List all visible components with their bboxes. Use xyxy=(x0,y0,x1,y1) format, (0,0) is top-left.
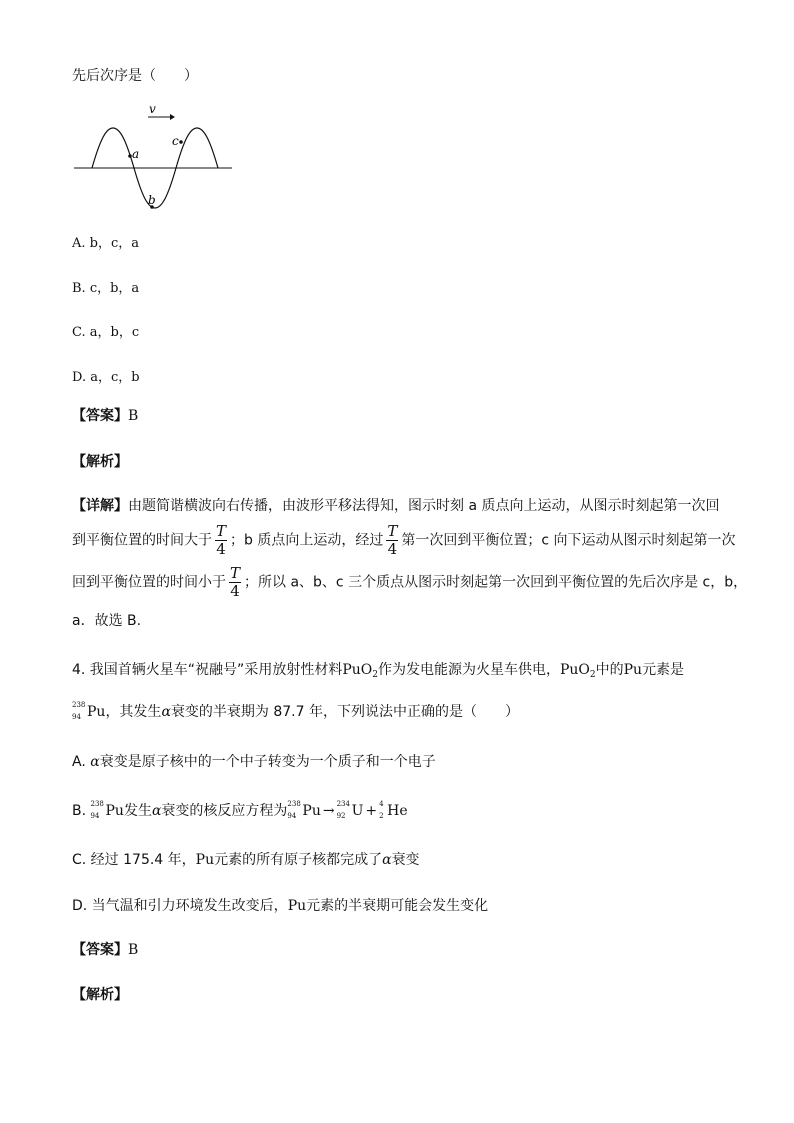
q3-option-b: B. c，b，a xyxy=(72,281,140,296)
reaction-arrow: → xyxy=(322,803,335,819)
fraction-t-over-4: $\frac{T}{4}$ xyxy=(230,564,241,600)
label-v: v xyxy=(149,102,156,116)
q3-detail-line4: a．故选 B. xyxy=(72,613,142,629)
q3-analysis-tag: 【解析】 xyxy=(72,454,128,470)
q4-analysis-tag: 【解析】 xyxy=(72,987,128,1003)
pu-238-nuclide: 238 94 Pu xyxy=(72,701,106,721)
label-c: c xyxy=(172,134,179,148)
pu-238-nuclide: 238 94 Pu xyxy=(90,800,124,820)
q3-detail-line1 xyxy=(72,496,719,516)
pu-238-nuclide: 238 94 Pu xyxy=(287,800,321,820)
q3-option-d: D. a，c，b xyxy=(72,370,140,385)
q4-stem-line2: 238 94 Pu，其发生α衰变的半衰期为 87.7 年，下列说法中正确的是（ ） xyxy=(72,701,519,721)
answer-tag: 【答案】 xyxy=(72,942,128,958)
pu-symbol: Pu xyxy=(623,662,643,678)
label-a: a xyxy=(132,147,140,161)
q4-option-d: D. 当气温和引力环境发生改变后，Pu元素的半衰期可能会发生变化 xyxy=(72,898,489,914)
q4-answer xyxy=(72,940,138,960)
he-4-nuclide: 4 2 He xyxy=(379,800,408,820)
puo2-formula: PuO$_2$ xyxy=(559,662,596,680)
q3-option-c: C. a，b，c xyxy=(72,325,140,340)
puo2-formula: PuO$_2$ xyxy=(342,662,378,680)
q3-stem-tail: 先后次序是（ ） xyxy=(72,68,198,84)
answer-value: B xyxy=(128,408,139,424)
detail-text-2b: ；b 质点向上运动，经过 xyxy=(230,532,384,549)
q3-option-a: A. b，c，a xyxy=(72,236,140,251)
answer-tag: 【答案】 xyxy=(72,408,128,424)
alpha-symbol: α xyxy=(161,704,171,720)
detail-text-2a: 到平衡位置的时间大于 xyxy=(72,532,212,549)
q4-stem-line1: 4. 我国首辆火星车“祝融号”采用放射性材料PuO$_2$作为发电能源为火星车供电，PuO$_2$中的Pu元素是 xyxy=(72,662,685,680)
label-b: b xyxy=(148,193,156,207)
fraction-t-over-4: $\frac{T}{4}$ xyxy=(387,522,398,558)
detail-text-1: 由题简谐横波向右传播，由波形平移法得知，图示时刻 a 质点向上运动，从图示时刻起第一次回 xyxy=(128,498,720,514)
detail-text-2c: 第一次回到平衡位置；c 向下运动从图示时刻起第一次 xyxy=(401,532,736,549)
q3-detail-line2 xyxy=(72,523,736,558)
q4-option-a: A. α衰变是原子核中的一个中子转变为一个质子和一个电子 xyxy=(72,754,436,770)
answer-value: B xyxy=(128,942,139,958)
q4-option-b: B. 238 94 Pu发生α衰变的核反应方程为 238 94 Pu → 234 92 U + 4 2 He xyxy=(72,800,408,820)
q3-detail-line3 xyxy=(72,565,747,600)
fraction-t-over-4: $\frac{T}{4}$ xyxy=(216,522,227,558)
point-c xyxy=(179,140,183,144)
velocity-arrowhead xyxy=(170,114,175,120)
q4-option-c: C. 经过 175.4 年，Pu元素的所有原子核都完成了α衰变 xyxy=(72,852,420,868)
detail-text-3a: 回到平衡位置的时间小于 xyxy=(72,574,226,591)
q3-answer xyxy=(72,406,138,426)
detail-tag: 【详解】 xyxy=(72,498,128,514)
detail-text-3b: ；所以 a、b、c 三个质点从图示时刻起第一次回到平衡位置的先后次序是 c，b， xyxy=(244,574,748,591)
wave-figure xyxy=(70,100,236,212)
u-234-nuclide: 234 92 U xyxy=(336,800,364,820)
